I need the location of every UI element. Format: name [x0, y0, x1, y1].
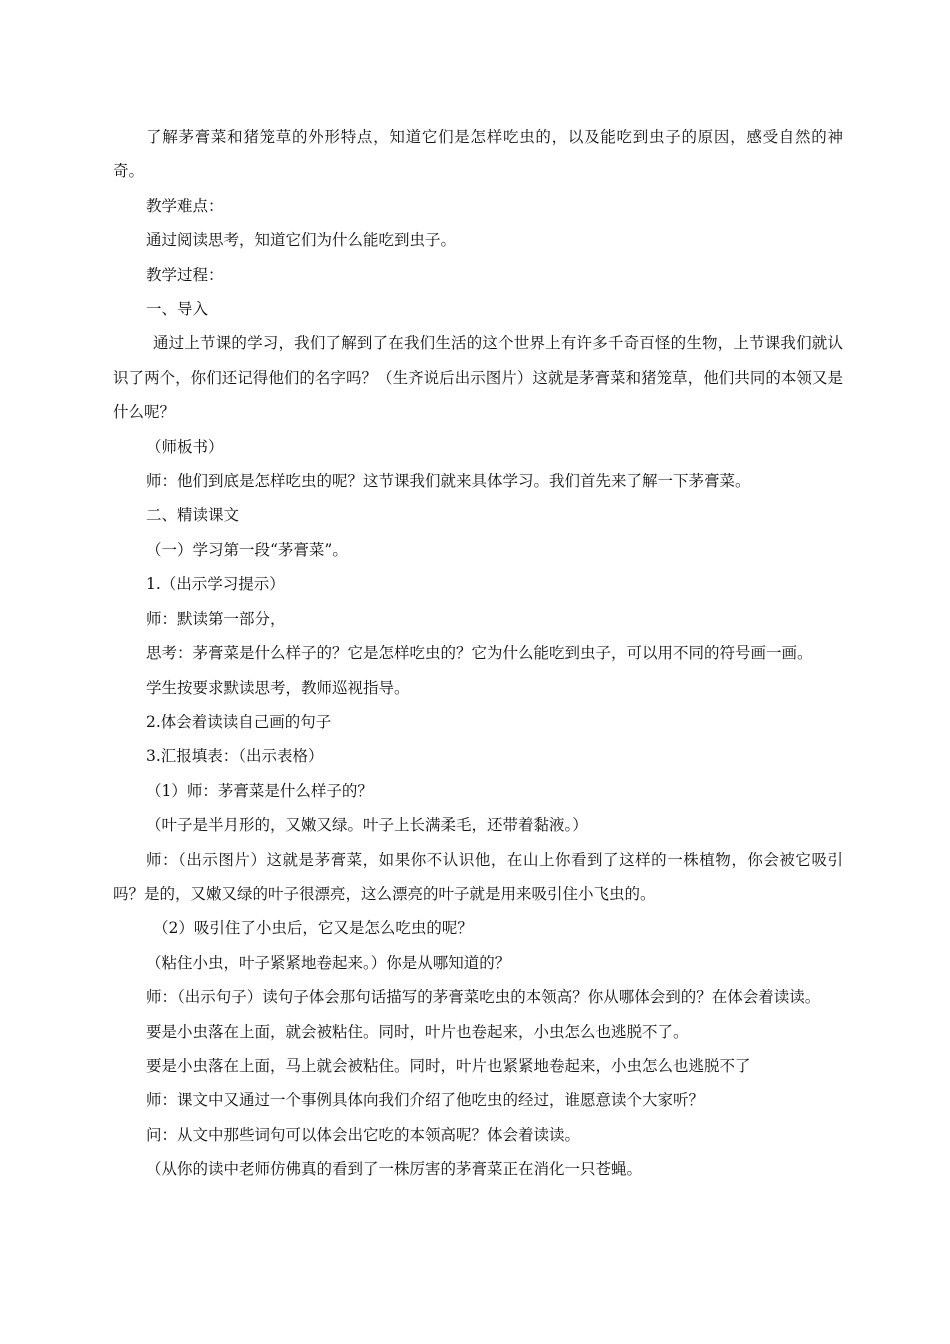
paragraph-example-reading: 师：课文中又通过一个事例具体向我们介绍了他吃虫的经过，谁愿意读个大家听？ [146, 1091, 705, 1110]
paragraph-difficulty: 通过阅读思考，知道它们为什么能吃到虫子。 [146, 231, 457, 250]
list-item-3: 3.汇报填表：（出示表格） [146, 747, 324, 766]
answer-2: （粘住小虫，叶子紧紧地卷起来。）你是从哪知道的？ [146, 953, 511, 972]
paragraph-silent-reading: 师：默读第一部分， [146, 609, 286, 628]
sentence-a: 要是小虫落在上面，就会被粘住。同时，叶片也卷起来，小虫怎么也逃脱不了。 [146, 1022, 689, 1041]
sub-item-1: （1）师：茅膏菜是什么样子的？ [146, 781, 373, 800]
paragraph-question: 问：从文中那些词句可以体会出它吃的本领高呢？体会着读读。 [146, 1125, 581, 1144]
heading-teaching-difficulty: 教学难点： [146, 196, 224, 215]
paragraph-teacher-question: 师：他们到底是怎样吃虫的呢？这节课我们就来具体学习。我们首先来了解一下茅膏菜。 [146, 472, 751, 491]
paragraph-image-discussion: 师：（出示图片）这就是茅膏菜，如果你不认识他，在山上你看到了这样的一株植物，你会被它吸引吗？是的，又嫩又绿的叶子很漂亮，这么漂亮的叶子就是用来吸引住小飞虫的。 [113, 850, 843, 903]
paragraph-feedback: （从你的读中老师仿佛真的看到了一株厉害的茅膏菜正在消化一只苍蝇。 [146, 1160, 643, 1179]
list-item-2: 2.体会着读读自己画的句子 [146, 712, 332, 731]
heading-close-reading: 二、精读课文 [146, 506, 240, 525]
heading-introduction: 一、导入 [146, 300, 209, 319]
heading-teaching-process: 教学过程： [146, 265, 224, 284]
sentence-b: 要是小虫落在上面，马上就会被粘住。同时，叶片也紧紧地卷起来，小虫怎么也逃脱不了 [146, 1056, 751, 1075]
list-item-1: 1.（出示学习提示） [146, 575, 285, 594]
paragraph-board-note: （师板书） [146, 437, 224, 456]
paragraph-student-activity: 学生按要求默读思考，教师巡视指导。 [146, 678, 410, 697]
answer-1: （叶子是半月形的，又嫩又绿。叶子上长满柔毛，还带着黏液。） [146, 816, 588, 835]
sub-item-2: （2）吸引住了小虫后，它又是怎么吃虫的呢？ [153, 919, 473, 938]
paragraph-objective: 了解茅膏菜和猪笼草的外形特点，知道它们是怎样吃虫的，以及能吃到虫子的原因，感受自然的神奇。 [113, 128, 843, 181]
paragraph-sentence-comparison: 师：（出示句子）读句子体会那句话描写的茅膏菜吃虫的本领高？你从哪体会到的？在体会着读读。 [146, 988, 821, 1007]
paragraph-thinking-prompt: 思考：茅膏菜是什么样子的？它是怎样吃虫的？它为什么能吃到虫子，可以用不同的符号画一画。 [146, 644, 813, 663]
heading-section-one: （一）学习第一段“茅膏菜”。 [146, 540, 348, 559]
document-body [113, 120, 843, 1187]
paragraph-introduction: 通过上节课的学习，我们了解到了在我们生活的这个世界上有许多千奇百怪的生物，上节课我们就认识了两个，你们还记得他们的名字吗？（生齐说后出示图片）这就是茅膏菜和猪笼草，他们共同的本领又是什么呢？ [113, 334, 843, 422]
